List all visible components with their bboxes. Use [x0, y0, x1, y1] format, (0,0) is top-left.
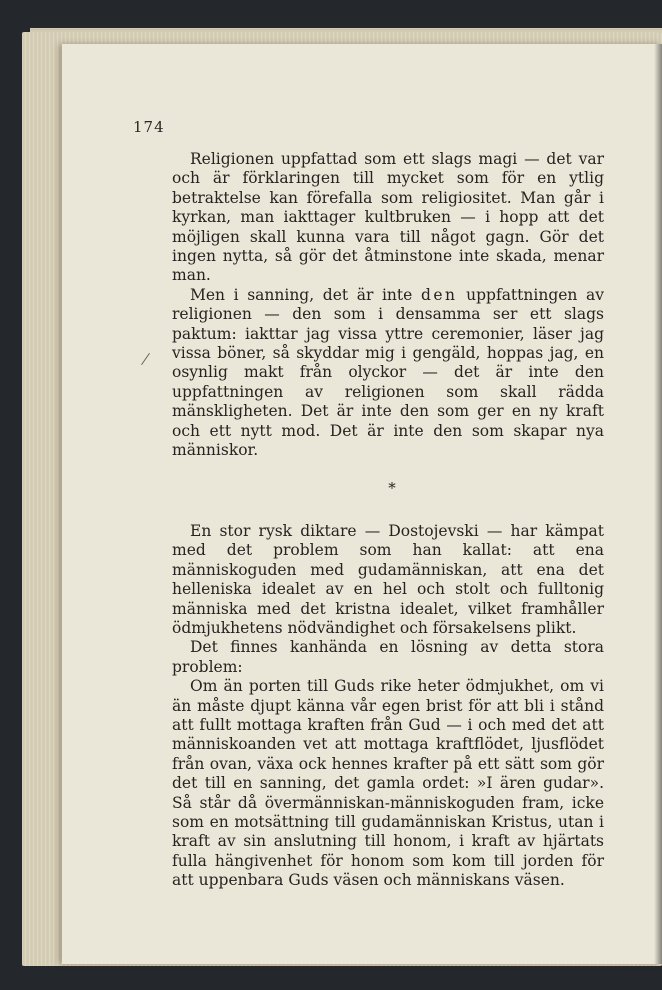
- paragraph: Men i sanning, det är inte den uppfattningen av religionen — den som i densamma ser ett slags paktum: iakttar jag vissa yttre ceremonier, läser jag vissa böner, så skyddar mig i gengäld, hoppas jag, en osynlig makt från olyckor — det är inte den uppfattningen av religionen som skall rädda mänskligheten. Det är inte den som ger en ny kraft och ett nytt mod. Det är inte den som skapar nya människor.: [172, 285, 605, 460]
- paragraph: Om än porten till Guds rike heter ödmjukhet, om vi än måste djupt känna vår egen brist för att bli i stånd att fullt mottaga kraften från Gud — i och med det att människoanden vet att mottaga kraftflödet, ljusflödet från ovan, växa ock hennes krafter på ett sätt som gör det till en sanning, det gamla ordet: »I ären gudar». Så står då övermänniskan-människoguden fram, icke som en motsättning till gudamänniskan Kristus, utan i kraft av sin anslutning till honom, i kraft av hjärtats fulla hängivenhet för honom som kom till jorden för att uppenbara Guds väsen och människans väsen.: [172, 677, 604, 890]
- section-two: [172, 522, 604, 891]
- paragraph: Det finnes kanhända en lösning av detta stora problem:: [172, 638, 604, 676]
- page-text: [172, 150, 604, 891]
- paragraph: En stor rysk diktare — Dostojevski — har kämpat med det problem som han kallat: att ena människoguden med gudamänniskan, att ena det helleniska idealet av en hel och stolt och fulltonig människa med det kristna idealet, vilket framhåller ödmjukhetens nödvändighet och försakelsens plikt.: [172, 521, 604, 637]
- section-separator: *: [388, 478, 396, 497]
- emphasized-word: den: [420, 285, 458, 304]
- paragraph: Religionen uppfattad som ett slags magi — det var och är förklaringen till mycket som för en ytlig betraktelse kan förefalla som religiositet. Man går i kyrkan, man iakttager kultbruken — i hopp att det möjligen skall kunna vara till något gagn. Gör det ingen nytta, så gör det åtminstone inte skada, menar man.: [172, 150, 604, 285]
- binding-shadow: [654, 44, 662, 964]
- page-number: 174: [133, 118, 165, 136]
